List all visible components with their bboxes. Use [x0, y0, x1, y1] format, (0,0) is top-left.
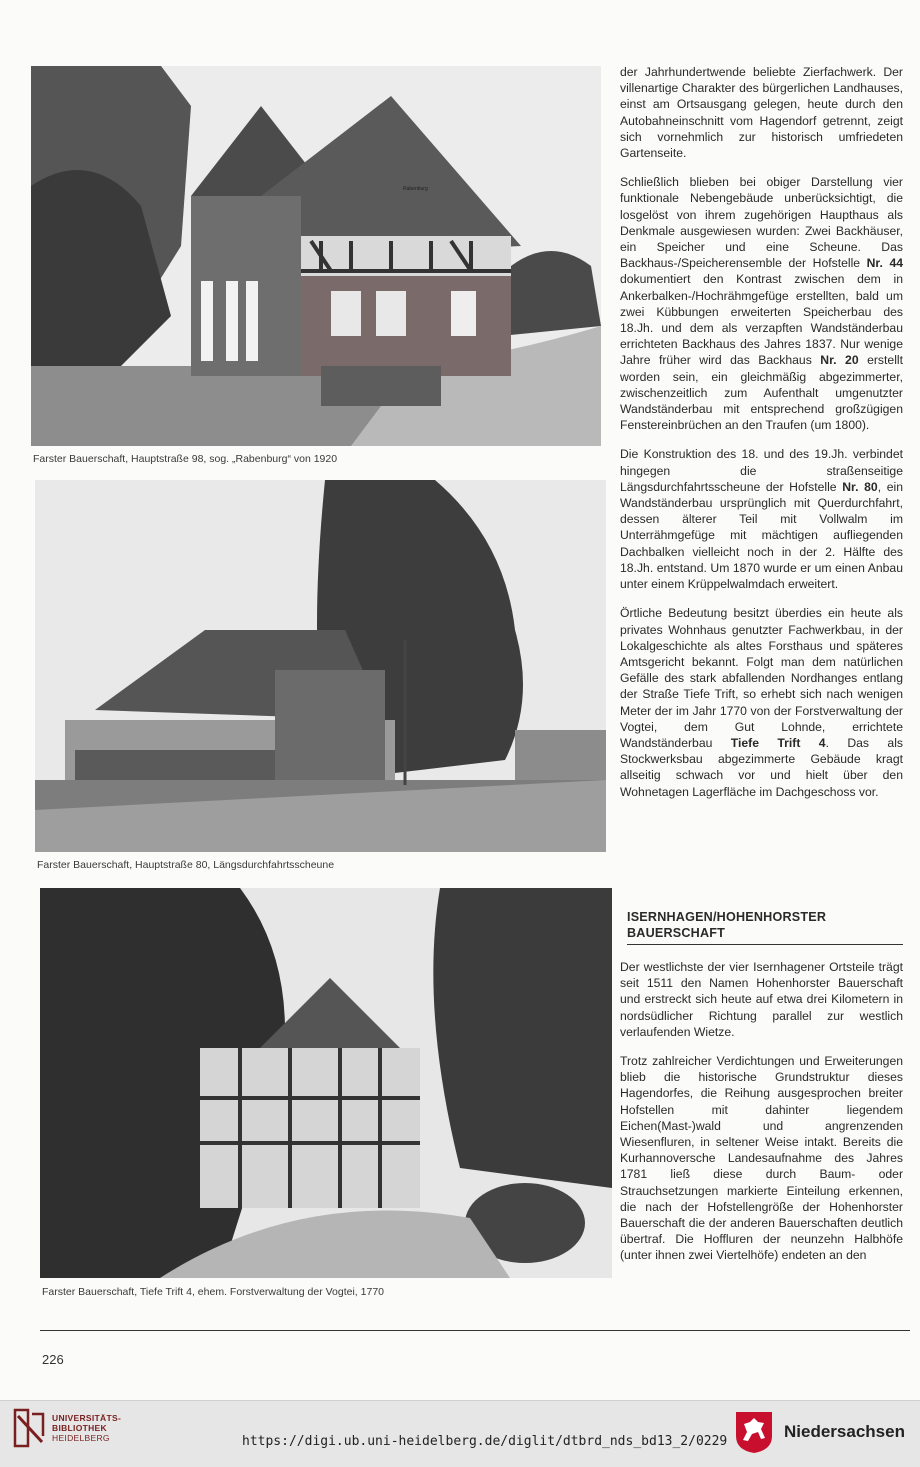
- paragraph-6: Trotz zahlreicher Verdichtungen und Erweiterungen blieb die historische Grundstruktur dieses Hagendorfes, die Reihung ausgesprochen breiter Hofstellen mit dahinter liegendem Eichen(Mast-)wald und angrenzenden Wiesenfluren, in seltener Weise intakt. Bereits die Kurhannoversche Landesaufnahme des Jahres 1781 ließ diese durch Baum- oder Strauchsetzungen markierte Einteilung erkennen, die nach der Hofstellengröße der Hohenhorster Bauerschaft die der anderen Bauerschaften deutlich übertraf. Die Hoffluren der neunzehn Halbhöfe (unter ihnen zwei Viertelhöfe) endeten an den: [620, 1054, 903, 1263]
- university-line-2: BIBLIOTHEK: [52, 1423, 107, 1433]
- ref-nr-44: Nr. 44: [866, 256, 903, 271]
- house-sign: Rabenburg: [403, 186, 428, 192]
- caption-photo-1: Farster Bauerschaft, Hauptstraße 98, sog. „Rabenburg“ von 1920: [33, 453, 338, 465]
- state-name: Niedersachsen: [784, 1422, 905, 1441]
- horse-crest-icon: [734, 1410, 774, 1454]
- university-logo[interactable]: [12, 1406, 121, 1450]
- paragraph-3-text-b: , ein Wandständerbau ursprünglich mit Querdurchfahrt, dessen älterer Teil mit Vollwalm im Unterrähmgefüge mit mächtigen aufliegenden Dachbalken vielleicht noch in der 2. Hälfte des 18.Jh. entstand. Um 1870 wurde er um einen Anbau unter einem Krüppelwalmdach erweitert.: [620, 479, 903, 592]
- paragraph-2-text-a: Schließlich blieben bei obiger Darstellung vier funktionale Nebengebäude unberücksichtigt, die losgelöst von ihrem zugehörigen Haupthaus als Denkmale ausgewiesen wurden: Zwei Backhäuser, ein Speicher und eine Scheune. Das Backhaus-/Speicherensemble der Hofstelle: [620, 175, 903, 271]
- paragraph-2-text-b: dokumentiert den Kontrast zwischen dem in Ankerbalken-/Hochrähmgefüge erstellten, bald um zwei Kübbungen erweiterten Speicherbau des 18.Jh. und dem als verzapften Wandständerbau errichteten Backhaus des Jahres 1837. Nur wenige Jahre früher wird das Backhaus: [620, 272, 903, 368]
- ref-nr-20: Nr. 20: [820, 353, 859, 368]
- paragraph-1-text: der Jahrhundertwende beliebte Zierfachwerk. Der villenartige Charakter des bürgerlichen Landhauses, einst am Ortsausgang gelegen, heute durch den Autobahneinschnitt vom Hagendorf getrennt, zeigt sich vornehmlich zur historisch umfriedeten Gartenseite.: [620, 65, 903, 161]
- ref-nr-80: Nr. 80: [842, 479, 878, 494]
- paragraph-2-text-c: erstellt worden sein, ein gleichmäßig abgezimmerter, zwischenzeitlich zum Aufenthalt umgenutzter Wandständerbau mit entsprechend großzügigen Fenstereinbrüchen an den Traufen (um 1800).: [620, 353, 903, 433]
- caption-photo-2: Farster Bauerschaft, Hauptstraße 80, Längsdurchfahrtsscheune: [37, 859, 335, 871]
- paragraph-3: [620, 446, 903, 592]
- ref-tiefe-trift-4: Tiefe Trift 4: [730, 735, 826, 750]
- paragraph-2: [620, 174, 903, 433]
- paragraph-1: [620, 64, 903, 161]
- document-url-link[interactable]: https://digi.ub.uni-heidelberg.de/diglit/dtbrd_nds_bd13_2/0229: [242, 1434, 728, 1449]
- text-column-lower: [620, 959, 903, 1277]
- photo-forsthaus: [40, 888, 612, 1278]
- footer-rule: [40, 1330, 910, 1331]
- page-number: 226: [42, 1352, 64, 1367]
- photo-rabenburg: [31, 66, 601, 446]
- text-column-upper: [620, 64, 903, 813]
- paragraph-4: [620, 605, 903, 799]
- niedersachsen-logo[interactable]: [734, 1410, 905, 1454]
- paragraph-5: Der westlichste der vier Isernhagener Ortsteile trägt seit 1511 den Namen Hohenhorster Bauerschaft und erstreckt sich heute auf etwa drei Kilometern in nordsüdlicher Richtung parallel zur westlich verlaufenden Wietze.: [620, 960, 903, 1039]
- caption-photo-3: Farster Bauerschaft, Tiefe Trift 4, ehem. Forstverwaltung der Vogtei, 1770: [42, 1286, 384, 1298]
- paragraph-3-text-a: Die Konstruktion des 18. und des 19.Jh. verbindet hingegen die straßenseitige Längsdurchfahrtsscheune der Hofstelle: [620, 447, 903, 494]
- paragraph-4-text-a: Örtliche Bedeutung besitzt überdies ein heute als privates Wohnhaus genutzter Fachwerkbau, in der Lokalgeschichte als altes Forsthaus und späteres Amtsgericht bekannt. Folgt man dem natürlichen Gefälle des stark abfallenden Nordhanges entlang der Straße Tiefe Trift, so erhebt sich nach wenigen Meter der im Jahr 1770 von der Forstverwaltung der Vogtei, dem Gut Lohnde, errichtete Wandständerbau: [620, 606, 903, 750]
- university-emblem-icon: [12, 1406, 46, 1450]
- section-heading: ISERNHAGEN/HOHENHORSTER BAUERSCHAFT: [627, 909, 903, 945]
- paragraph-4-text-b: . Das als Stockwerksbau abgezimmerte Gebäude kragt allseitig schwach vor und hielt über den Wohnetagen Lagerfläche im Dachgeschoss vor.: [620, 735, 903, 799]
- photo-scheune: [35, 480, 606, 852]
- university-line-3: HEIDELBERG: [52, 1433, 110, 1443]
- university-line-1: UNIVERSITÄTS-: [52, 1413, 122, 1423]
